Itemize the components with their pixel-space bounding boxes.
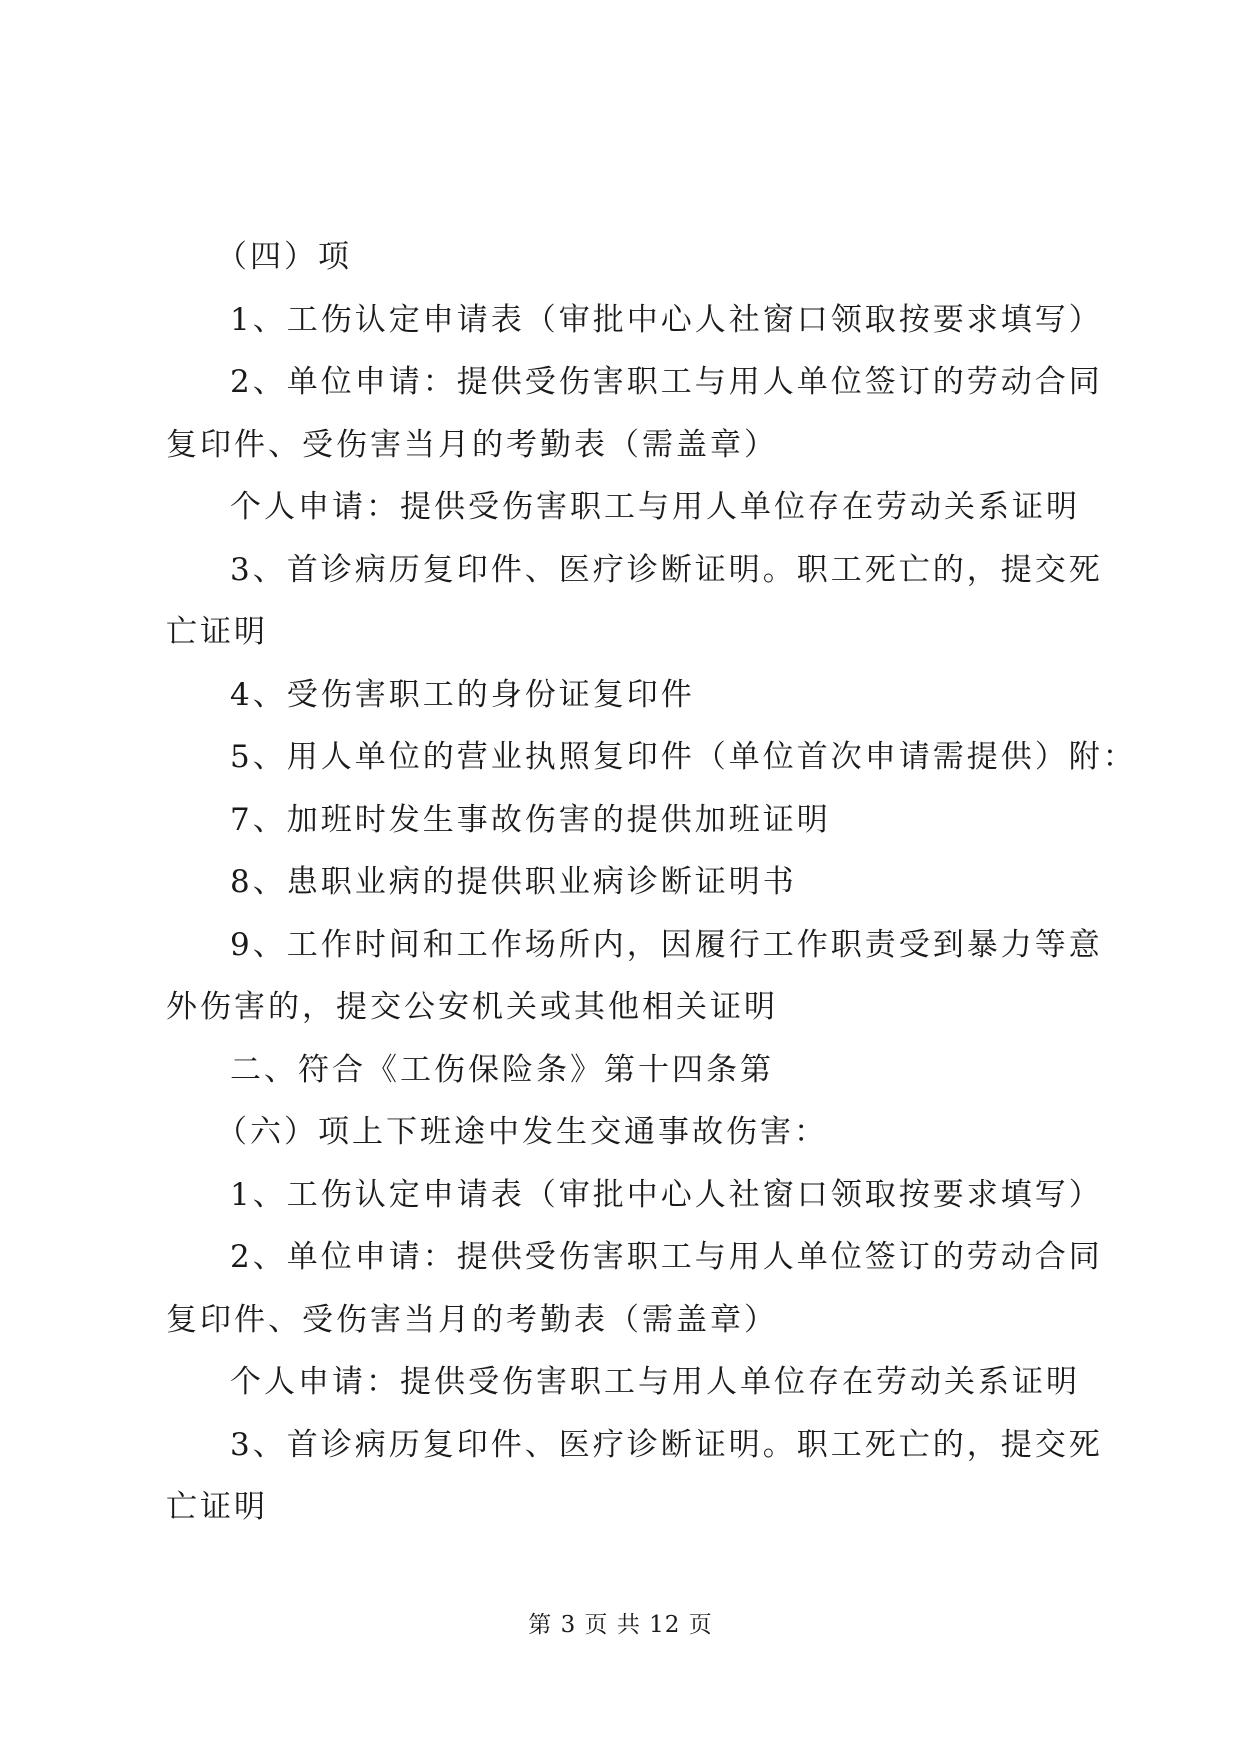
paragraph-continuation: 外伤害的，提交公安机关或其他相关证明 [166,989,778,1025]
paragraph-continuation: 亡证明 [166,614,268,650]
paragraph-line: 8、患职业病的提供职业病诊断证明书 [230,864,797,900]
paragraph-continuation: 复印件、受伤害当月的考勤表（需盖章） [166,426,778,463]
paragraph-line: 7、加班时发生事故伤害的提供加班证明 [230,801,831,838]
paragraph-line: 1、工伤认定申请表（审批中心人社窗口领取按要求填写） [230,301,1103,338]
paragraph-continuation: 复印件、受伤害当月的考勤表（需盖章） [166,1301,778,1338]
section-heading: 二、符合《工伤保险条》第十四条第 [230,1051,774,1088]
paragraph-line: 1、工伤认定申请表（审批中心人社窗口领取按要求填写） [230,1176,1103,1213]
paragraph-line: 4、受伤害职工的身份证复印件 [230,676,695,713]
paragraph-continuation: 亡证明 [166,1489,268,1525]
paragraph-line: 个人申请：提供受伤害职工与用人单位存在劳动关系证明 [230,1364,1080,1400]
paragraph-line: （六）项上下班途中发生交通事故伤害： [216,1114,828,1150]
paragraph-line: （四）项 [216,239,352,275]
paragraph-line: 个人申请：提供受伤害职工与用人单位存在劳动关系证明 [230,489,1080,525]
paragraph-line: 9、工作时间和工作场所内，因履行工作职责受到暴力等意 [230,926,1103,963]
paragraph-line: 5、用人单位的营业执照复印件（单位首次申请需提供）附： [230,739,1137,775]
paragraph-line: 3、首诊病历复印件、医疗诊断证明。职工死亡的，提交死 [230,1426,1103,1463]
paragraph-line: 3、首诊病历复印件、医疗诊断证明。职工死亡的，提交死 [230,551,1103,588]
paragraph-line: 2、单位申请：提供受伤害职工与用人单位签订的劳动合同 [230,1239,1103,1275]
document-body [166,226,1137,1539]
paragraph-line: 2、单位申请：提供受伤害职工与用人单位签订的劳动合同 [230,364,1103,400]
page-number-footer: 第 3 页 共 12 页 [528,1612,713,1638]
